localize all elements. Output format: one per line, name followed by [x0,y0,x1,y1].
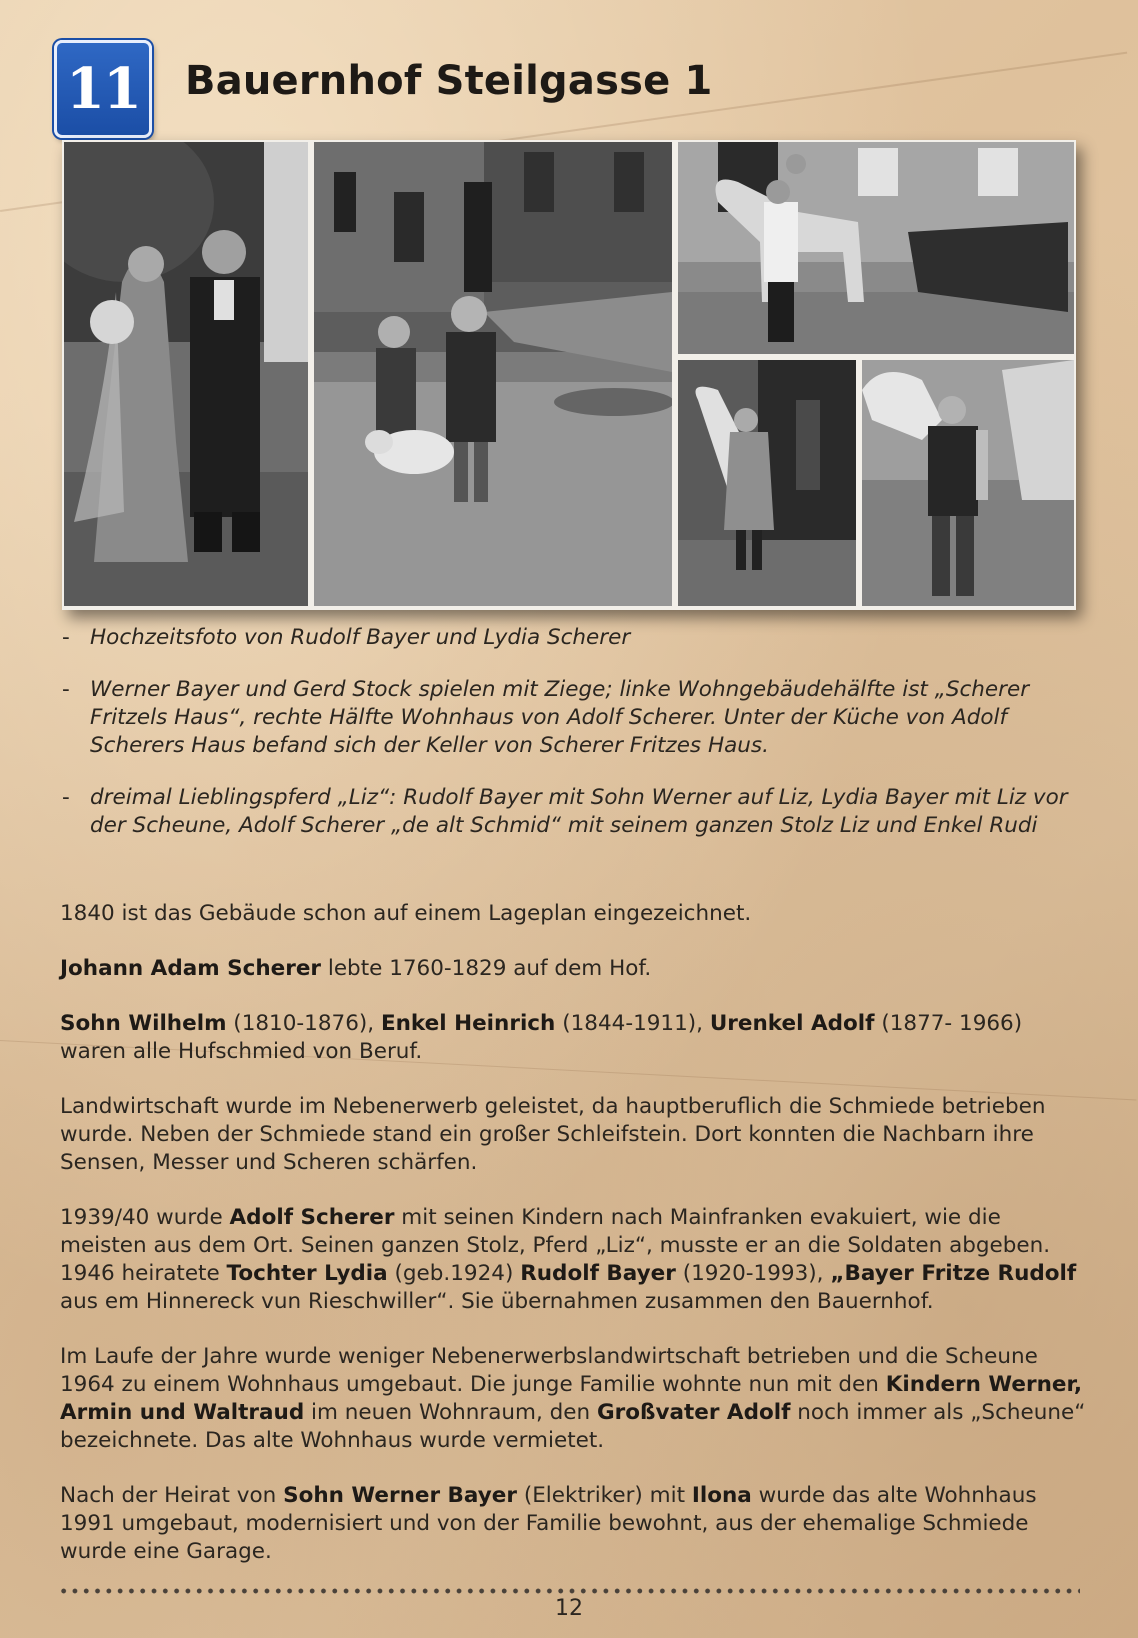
text-run: lebte 1760-1829 auf dem Hof. [321,956,652,981]
text-run: 1939/40 wurde [60,1205,230,1230]
caption-item [62,624,1082,652]
caption-item [62,676,1082,760]
caption-text: Hochzeitsfoto von Rudolf Bayer und Lydia Scherer [90,625,631,650]
page-title: Bauernhof Steilgasse 1 [185,58,713,104]
text-run: 1840 ist das Gebäude schon auf einem Lageplan eingezeichnet. [60,901,752,926]
old-man-horse-photo [862,360,1074,606]
paragraph-landwirtschaft [60,1093,1090,1177]
caption-bullet: - [62,625,70,650]
caption-bullet: - [62,677,70,702]
paragraph-1840 [60,900,1090,928]
text-run: Im Laufe der Jahre wurde weniger Nebenerwerbslandwirtschaft betrieben und die Scheune 1964 zu einem Wohnhaus umgebaut. Die junge Familie wohnte nun mit den [60,1344,1038,1397]
photo-collage [62,140,1076,610]
text-run: (1810-1876), [226,1011,381,1036]
dotted-divider [58,1588,1080,1594]
photo-captions [62,624,1082,864]
text-run: Nach der Heirat von [60,1483,284,1508]
paragraph-umbau-1964 [60,1343,1090,1455]
text-run: wurde das alte Wohnhaus 1991 umgebaut, modernisiert und von der Familie bewohnt, aus der ehemalige Schmiede wurde eine Garage. [60,1483,1037,1564]
text-run: mit seinen Kindern nach Mainfranken evakuiert, wie die meisten aus dem Ort. Seinen ganzen Stolz, Pferd „Liz“, musste er an die Soldaten abgeben. 1946 heiratete [60,1205,1051,1286]
page-number: 12 [555,1596,583,1621]
bold-name: Ilona [691,1483,752,1508]
station-number: 11 [66,56,140,122]
caption-text: Werner Bayer und Gerd Stock spielen mit Ziege; linke Wohngebäudehälfte ist „Scherer Fritzels Haus“, rechte Hälfte Wohnhaus von Adolf Scherer. Unter der Küche von Adolf Scherers Haus befand sich der Keller von Scherer Fritzes Haus. [90,677,1030,758]
text-run: (1844-1911), [555,1011,710,1036]
text-run: aus em Hinnereck vun Rieschwiller“. Sie übernahmen zusammen den Bauernhof. [60,1289,934,1314]
text-run: (geb.1924) [387,1261,521,1286]
bold-name: Kindern Werner, Armin und Waltraud [60,1372,1083,1425]
body-text [60,900,1090,1593]
paragraph-hufschmied [60,1010,1090,1066]
text-run: (Elektriker) mit [516,1483,692,1508]
bold-name: Johann Adam Scherer [60,956,322,981]
bold-name: Sohn Werner Bayer [283,1483,517,1508]
bold-name: Adolf Scherer [229,1205,395,1230]
paragraph-evakuierung [60,1204,1090,1316]
text-run: noch immer als „Scheune“ bezeichnete. Das alte Wohnhaus wurde vermietet. [60,1400,1086,1453]
caption-item [62,784,1082,840]
horse-man-child-photo [678,142,1074,354]
bold-name: Tochter Lydia [226,1261,388,1286]
wedding-photo [64,142,308,606]
bold-name: „Bayer Fritze Rudolf [830,1261,1077,1286]
paragraph-umbau-1991 [60,1482,1090,1566]
children-goat-photo [314,142,672,606]
bold-name: Großvater Adolf [596,1400,791,1425]
caption-text: dreimal Lieblingspferd „Liz“: Rudolf Bayer mit Sohn Werner auf Liz, Lydia Bayer mit Liz vor der Scheune, Adolf Scherer „de alt Schmid“ mit seinem ganzen Stolz Liz und Enkel Rudi [90,785,1068,838]
station-number-sign [54,40,152,138]
text-run: im neuen Wohnraum, den [304,1400,597,1425]
bold-name: Enkel Heinrich [380,1011,556,1036]
caption-bullet: - [62,785,70,810]
bold-name: Sohn Wilhelm [60,1011,227,1036]
text-run: (1877- 1966) waren alle Hufschmied von Beruf. [60,1011,1023,1064]
bold-name: Urenkel Adolf [709,1011,875,1036]
woman-horse-photo [678,360,856,606]
text-run: (1920-1993), [675,1261,831,1286]
paragraph-johann [60,955,1090,983]
text-run: Landwirtschaft wurde im Nebenerwerb geleistet, da hauptberuflich die Schmiede betrieben wurde. Neben der Schmiede stand ein großer Schleifstein. Dort konnten die Nachbarn ihre Sensen, Messer und Scheren schärfen. [60,1094,1046,1175]
bold-name: Rudolf Bayer [520,1261,676,1286]
